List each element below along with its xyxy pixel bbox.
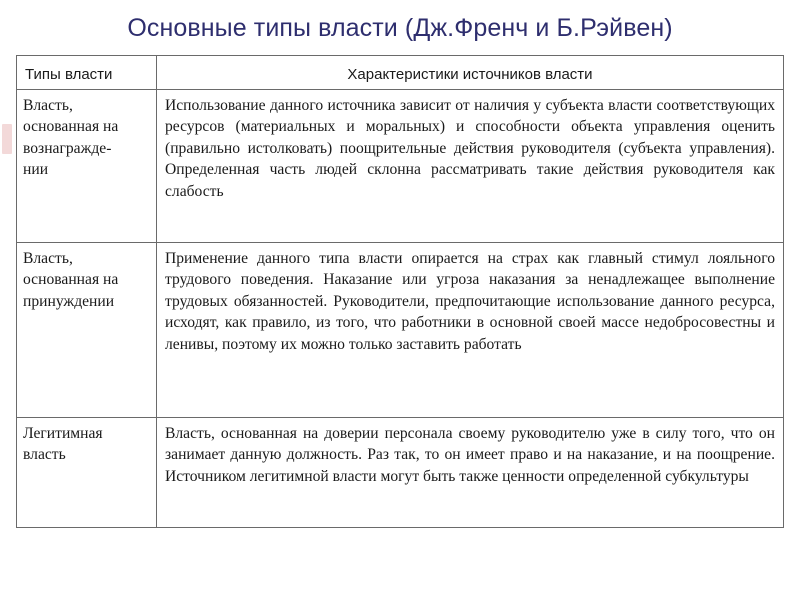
power-description-text: Использование данного источника зависит от наличия у субъекта власти соответствующих ресурсов (материальных и моральных) и способности объекта управления оценить (правильно истолковать) поощрительные действия руководителя (субъекта управления). Определенная часть людей склонна рассматривать такие действия руководителя как слабость [165,97,775,200]
power-type-line: Легитимная [23,425,103,442]
power-description-cell [157,418,784,528]
power-type-line: основанная на [23,271,119,289]
power-types-table [16,55,784,528]
power-description-text: Власть, основанная на доверии персонала своему руководителю уже в силу того, что он занимает данную должность. Раз так, то он имеет право и на наказание, и на поощрение. Источником легитимной власти могут быть также ценности определенной субкультуры [165,425,775,485]
table-row [17,418,784,528]
power-type-line: Власть, [23,250,73,267]
header-characteristics: Характеристики источников власти [157,56,784,90]
table-row [17,243,784,418]
power-type-line: власть [23,446,66,464]
power-description-text: Применение данного типа власти опирается на страх как главный стимул лояльного трудового поведения. Наказание или угроза наказания за ненадлежащее выполнение трудовых обязанностей. Руководители, предпочитающие использование данного ресурса, исходят, как правило, из того, что работники в основной своей массе недобросовестны и ленивы, поэтому их можно только заставить работать [165,250,775,353]
power-type-line: основанная на [23,118,119,136]
decorative-accent-mark [2,124,12,154]
power-type-line: нии [23,161,49,179]
header-power-types: Типы власти [17,56,157,90]
power-type-cell [17,90,157,243]
power-type-line: вознагражде- [23,139,112,157]
power-description-cell [157,90,784,243]
power-type-line: Власть, [23,97,73,114]
table-header-row [17,56,784,90]
power-type-line: принуждении [23,292,115,310]
power-type-cell [17,243,157,418]
slide-title: Основные типы власти (Дж.Френч и Б.Рэйвен) [127,14,673,42]
power-description-cell [157,243,784,418]
table-row [17,90,784,243]
power-type-cell [17,418,157,528]
